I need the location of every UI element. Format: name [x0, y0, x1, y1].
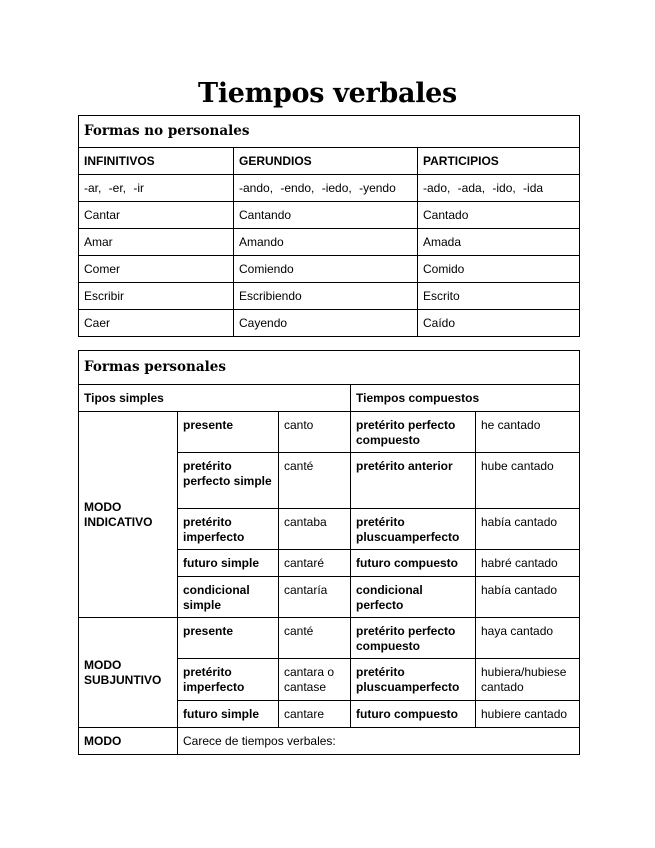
table-row [79, 256, 580, 283]
tense-name: pretérito imperfecto [178, 659, 279, 701]
verb-form: cantaría [279, 577, 351, 618]
verb-form: cantaba [279, 509, 351, 550]
verb-form: hube cantado [476, 453, 580, 509]
tense-name: futuro simple [178, 701, 279, 728]
table-row [79, 283, 580, 310]
table-cell: Comiendo [234, 256, 418, 283]
table-cell: Cayendo [234, 310, 418, 337]
table-row [79, 412, 580, 453]
table-cell: Amar [79, 229, 234, 256]
verb-form: hubiere cantado [476, 701, 580, 728]
table-row [79, 728, 580, 755]
verb-form: habré cantado [476, 550, 580, 577]
table-cell: Amando [234, 229, 418, 256]
table-cell: Caído [418, 310, 580, 337]
table-cell: Comido [418, 256, 580, 283]
formas-personales-table [78, 350, 580, 755]
tense-name: futuro compuesto [351, 701, 476, 728]
table-cell: Cantando [234, 202, 418, 229]
table-cell: -ando, -endo, -iedo, -yendo [234, 175, 418, 202]
mode-other: MODO [79, 728, 178, 755]
tense-name: pretérito pluscuamperfecto [351, 659, 476, 701]
verb-form: cantare [279, 701, 351, 728]
verb-form: canto [279, 412, 351, 453]
verb-form: cantaré [279, 550, 351, 577]
table-cell: Escribiendo [234, 283, 418, 310]
table-cell: -ar, -er, -ir [79, 175, 234, 202]
table-cell: Cantar [79, 202, 234, 229]
table-row [79, 618, 580, 659]
tense-name: condicional perfecto [351, 577, 476, 618]
column-header: GERUNDIOS [234, 148, 418, 175]
tense-name: futuro simple [178, 550, 279, 577]
table-row [79, 175, 580, 202]
verb-form: había cantado [476, 577, 580, 618]
table-cell: Cantado [418, 202, 580, 229]
table-cell: Caer [79, 310, 234, 337]
mode-indicativo: MODO INDICATIVO [79, 412, 178, 618]
tense-name: condicional simple [178, 577, 279, 618]
table-cell: Escribir [79, 283, 234, 310]
formas-no-personales-table [78, 115, 580, 337]
column-header: INFINITIVOS [79, 148, 234, 175]
section-heading: Formas no personales [79, 116, 580, 148]
verb-form: canté [279, 618, 351, 659]
mode-note: Carece de tiempos verbales: [178, 728, 580, 755]
verb-form: cantara o cantase [279, 659, 351, 701]
verb-form: haya cantado [476, 618, 580, 659]
column-header: PARTICIPIOS [418, 148, 580, 175]
tense-name: futuro compuesto [351, 550, 476, 577]
tense-name: pretérito perfecto compuesto [351, 412, 476, 453]
tense-name: pretérito perfecto compuesto [351, 618, 476, 659]
tense-name: presente [178, 412, 279, 453]
table-cell: -ado, -ada, -ido, -ida [418, 175, 580, 202]
tense-name: pretérito imperfecto [178, 509, 279, 550]
tense-name: pretérito anterior [351, 453, 476, 509]
table-cell: Comer [79, 256, 234, 283]
table-cell: Escrito [418, 283, 580, 310]
table-row [79, 229, 580, 256]
table-cell: Amada [418, 229, 580, 256]
section-heading: Formas personales [79, 351, 580, 385]
verb-form: hubiera/hubiese cantado [476, 659, 580, 701]
tense-name: presente [178, 618, 279, 659]
verb-form: había cantado [476, 509, 580, 550]
column-header-simples: Tipos simples [79, 385, 351, 412]
table-row [79, 310, 580, 337]
verb-form: canté [279, 453, 351, 509]
column-header-compuestos: Tiempos compuestos [351, 385, 580, 412]
tense-name: pretérito perfecto simple [178, 453, 279, 509]
tense-name: pretérito pluscuamperfecto [351, 509, 476, 550]
mode-subjuntivo: MODO SUBJUNTIVO [79, 618, 178, 728]
page-title: Tiempos verbales [198, 78, 457, 109]
verb-form: he cantado [476, 412, 580, 453]
table-row [79, 202, 580, 229]
